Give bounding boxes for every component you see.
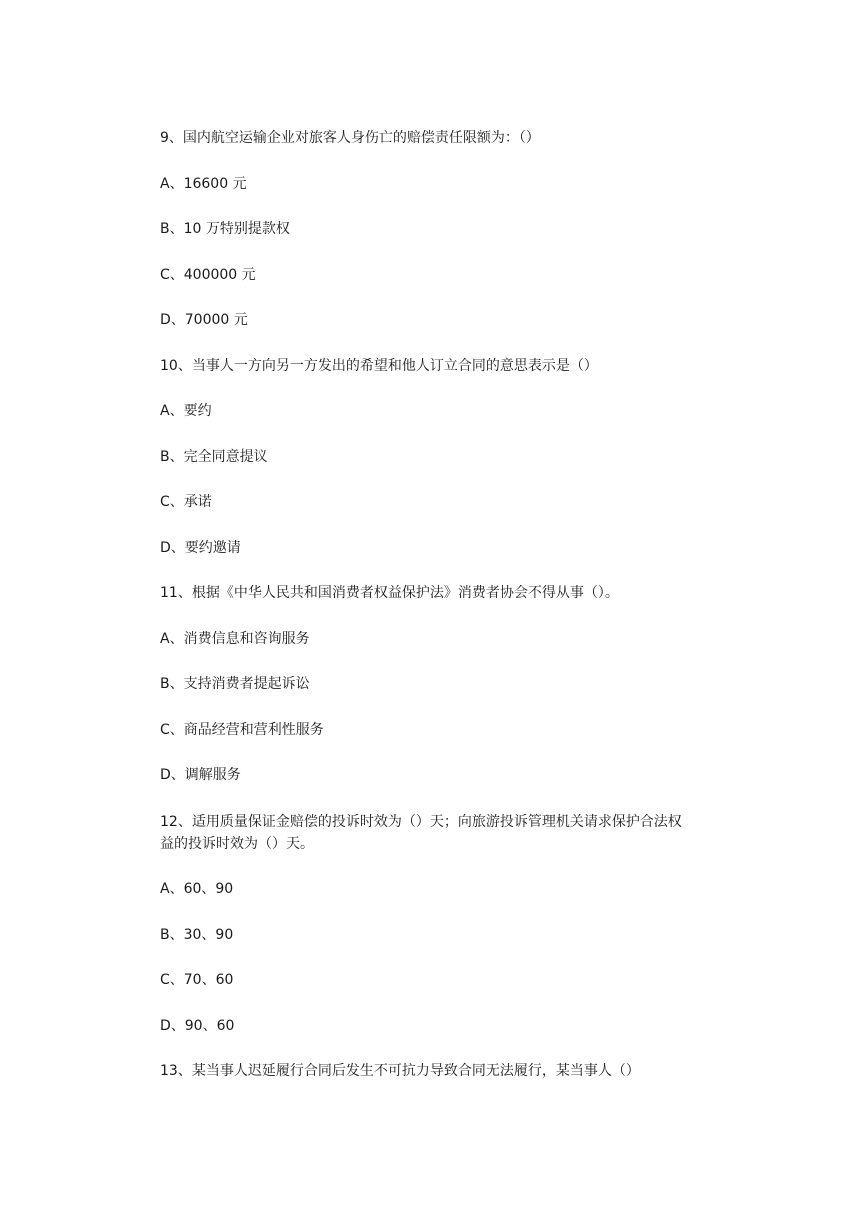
question-12-option-b: B、30、90 bbox=[160, 927, 234, 943]
question-12-stem-line1: 12、适用质量保证金赔偿的投诉时效为（）天；向旅游投诉管理机关请求保护合法权 bbox=[160, 814, 682, 830]
question-11-stem: 11、根据《中华人民共和国消费者权益保护法》消费者协会不得从事（）。 bbox=[160, 585, 619, 601]
question-11-option-c: C、商品经营和营利性服务 bbox=[160, 722, 324, 738]
question-10-stem: 10、当事人一方向另一方发出的希望和他人订立合同的意思表示是（） bbox=[160, 358, 598, 374]
question-12-stem-line2: 益的投诉时效为（）天。 bbox=[160, 836, 314, 852]
question-10-option-b: B、完全同意提议 bbox=[160, 449, 268, 465]
question-11-option-d: D、调解服务 bbox=[160, 767, 241, 783]
question-9-option-d: D、70000 元 bbox=[160, 312, 248, 328]
question-9-stem: 9、国内航空运输企业对旅客人身伤亡的赔偿责任限额为：（） bbox=[160, 130, 540, 146]
question-11-option-a: A、消费信息和咨询服务 bbox=[160, 631, 310, 647]
question-10-option-c: C、承诺 bbox=[160, 494, 212, 510]
question-11-option-b: B、支持消费者提起诉讼 bbox=[160, 676, 310, 692]
question-9-option-c: C、400000 元 bbox=[160, 267, 256, 283]
question-12-option-d: D、90、60 bbox=[160, 1018, 235, 1034]
question-10-option-a: A、要约 bbox=[160, 403, 212, 419]
question-12-option-c: C、70、60 bbox=[160, 972, 234, 988]
question-9-option-b: B、10 万特别提款权 bbox=[160, 221, 290, 237]
question-10-option-d: D、要约邀请 bbox=[160, 540, 241, 556]
question-9-option-a: A、16600 元 bbox=[160, 176, 247, 192]
question-13-stem: 13、某当事人迟延履行合同后发生不可抗力导致合同无法履行，某当事人（） bbox=[160, 1063, 640, 1079]
question-12-option-a: A、60、90 bbox=[160, 881, 234, 897]
